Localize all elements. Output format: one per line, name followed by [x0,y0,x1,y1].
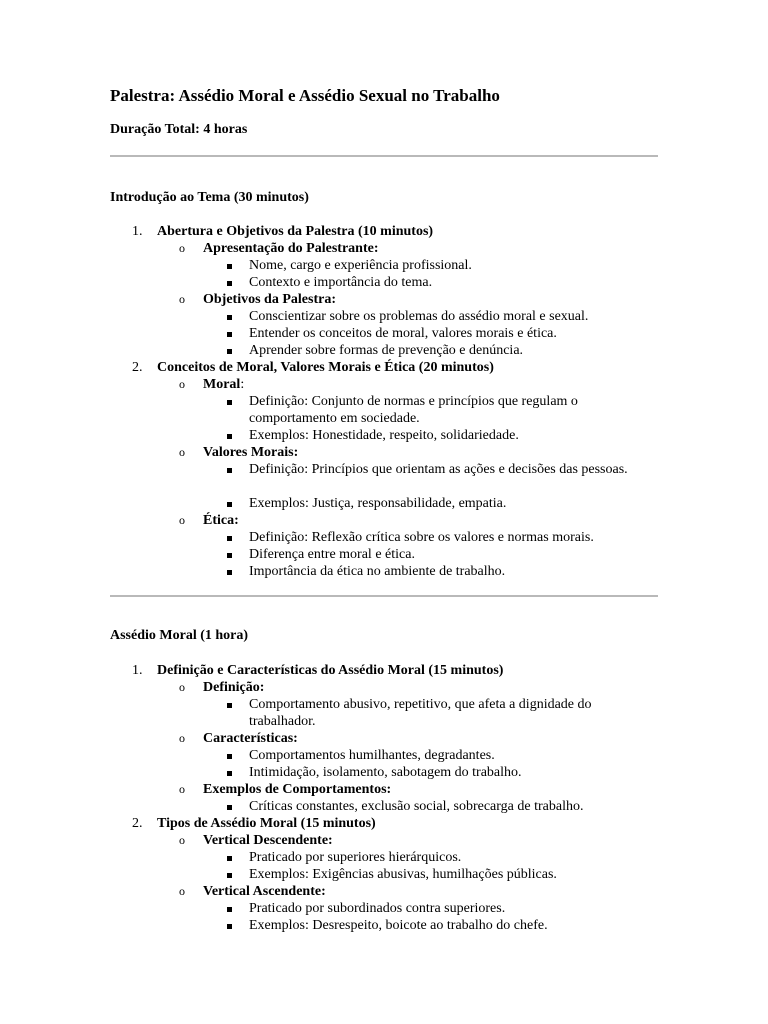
circle-bullet-icon: o [179,782,185,796]
item-title: Definição e Características do Assédio Moral (15 minutos) [157,663,504,678]
square-bullet-icon [227,907,232,912]
bullet-text: Intimidação, isolamento, sabotagem do trabalho. [249,765,522,780]
item-number: 2. [132,360,143,375]
square-bullet-icon [227,856,232,861]
sub-item-title: Vertical Descendente: [203,833,333,848]
page-title: Palestra: Assédio Moral e Assédio Sexual no Trabalho [110,86,500,105]
bullet-point [110,563,658,580]
sub-item-title: Vertical Ascendente: [203,884,326,899]
bullet-point [110,866,658,883]
bullet-text: Exemplos: Exigências abusivas, humilhações públicas. [249,867,557,882]
bullet-point [110,325,658,342]
bullet-point [110,257,658,274]
sub-item [110,240,658,257]
sub-item [110,444,658,461]
circle-bullet-icon: o [179,241,185,255]
square-bullet-icon [227,703,232,708]
square-bullet-icon [227,805,232,810]
item-number: 1. [132,663,143,678]
sub-item-title: Valores Morais: [203,445,299,460]
horizontal-rule [110,155,658,157]
sub-item [110,730,658,747]
sub-item-title: Objetivos da Palestra: [203,292,336,307]
bullet-text: Diferença entre moral e ética. [249,547,415,562]
circle-bullet-icon: o [179,292,185,306]
item-number: 1. [132,224,143,239]
bullet-point [110,696,658,730]
bullet-point [110,546,658,563]
section-heading-introducao: Introdução ao Tema (30 minutos) [110,190,309,205]
bullet-point [110,342,658,359]
square-bullet-icon [227,570,232,575]
sub-item-title: Moral [203,377,241,392]
square-bullet-icon [227,400,232,405]
square-bullet-icon [227,315,232,320]
bullet-text: Críticas constantes, exclusão social, sobrecarga de trabalho. [249,799,584,814]
square-bullet-icon [227,332,232,337]
bullet-point [110,798,658,815]
bullet-text: Exemplos: Justiça, responsabilidade, empatia. [249,496,507,511]
bullet-text: Contexto e importância do tema. [249,275,433,290]
item-title: Abertura e Objetivos da Palestra (10 minutos) [157,224,434,239]
bullet-text: Comportamento abusivo, repetitivo, que afeta a dignidade do trabalhador. [249,697,592,729]
square-bullet-icon [227,873,232,878]
bullet-text: Aprender sobre formas de prevenção e denúncia. [249,343,524,358]
square-bullet-icon [227,754,232,759]
sub-item [110,291,658,308]
bullet-point [110,308,658,325]
section-heading-assedio-moral: Assédio Moral (1 hora) [110,628,249,643]
circle-bullet-icon: o [179,884,185,898]
sub-item-title: Definição: [203,680,265,695]
square-bullet-icon [227,536,232,541]
sub-item [110,883,658,900]
sub-item [110,512,658,529]
bullet-point [110,495,658,512]
square-bullet-icon [227,502,232,507]
bullet-text: Exemplos: Desrespeito, boicote ao trabalho do chefe. [249,918,548,933]
circle-bullet-icon: o [179,731,185,745]
bullet-text: Praticado por subordinados contra superiores. [249,901,506,916]
bullet-point [110,764,658,781]
bullet-text: Conscientizar sobre os problemas do assédio moral e sexual. [249,309,589,324]
list-item [110,815,658,832]
list-item [110,662,658,679]
square-bullet-icon [227,264,232,269]
sub-item [110,679,658,696]
square-bullet-icon [227,434,232,439]
square-bullet-icon [227,771,232,776]
bullet-text: Definição: Princípios que orientam as ações e decisões das pessoas. [249,462,628,477]
sub-item [110,376,658,393]
square-bullet-icon [227,349,232,354]
bullet-text: Exemplos: Honestidade, respeito, solidariedade. [249,428,519,443]
sub-item-title: Apresentação do Palestrante: [203,241,379,256]
sub-item-title: Exemplos de Comportamentos: [203,782,392,797]
bullet-text: Definição: Reflexão crítica sobre os valores e normas morais. [249,530,594,545]
outline-assedio-moral [110,662,658,934]
bullet-point [110,849,658,866]
circle-bullet-icon: o [179,680,185,694]
square-bullet-icon [227,553,232,558]
sub-item-colon: : [240,377,245,392]
list-item [110,359,658,376]
circle-bullet-icon: o [179,445,185,459]
sub-item-title: Ética: [203,513,239,528]
bullet-point [110,274,658,291]
list-item [110,223,658,240]
circle-bullet-icon: o [179,513,185,527]
bullet-point [110,461,658,495]
item-number: 2. [132,816,143,831]
item-title: Conceitos de Moral, Valores Morais e Ética (20 minutos) [157,360,494,375]
sub-item [110,781,658,798]
square-bullet-icon [227,281,232,286]
bullet-point [110,900,658,917]
bullet-point [110,747,658,764]
bullet-text: Comportamentos humilhantes, degradantes. [249,748,495,763]
total-duration: Duração Total: 4 horas [110,122,248,137]
circle-bullet-icon: o [179,833,185,847]
bullet-point [110,427,658,444]
sub-item [110,832,658,849]
bullet-point [110,917,658,934]
bullet-text: Nome, cargo e experiência profissional. [249,258,472,273]
bullet-point [110,529,658,546]
item-title: Tipos de Assédio Moral (15 minutos) [157,816,376,831]
outline-introducao [110,223,658,580]
bullet-text: Praticado por superiores hierárquicos. [249,850,462,865]
bullet-text: Definição: Conjunto de normas e princípios que regulam o comportamento em sociedade. [249,394,578,426]
bullet-point [110,393,658,427]
square-bullet-icon [227,924,232,929]
circle-bullet-icon: o [179,377,185,391]
square-bullet-icon [227,468,232,473]
horizontal-rule [110,595,658,597]
sub-item-title: Características: [203,731,298,746]
bullet-text: Entender os conceitos de moral, valores morais e ética. [249,326,557,341]
bullet-text: Importância da ética no ambiente de trabalho. [249,564,506,579]
